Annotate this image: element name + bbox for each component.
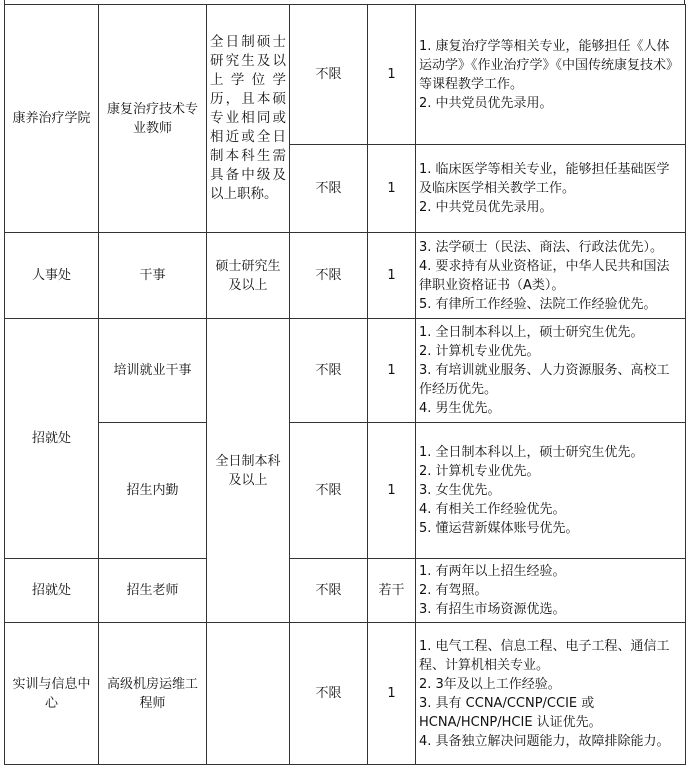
- post-cell: 干事: [99, 233, 207, 319]
- education-cell: [207, 623, 290, 765]
- requirement-item: 1. 全日制本科以上，硕士研究生优先。: [419, 325, 644, 340]
- requirement-item: 1. 电气工程、信息工程、电子工程、通信工程、计算机相关专业。: [419, 638, 670, 673]
- dept-cell: 人事处: [5, 233, 99, 319]
- requirement-item: 4. 要求持有从业资格证，中华人民共和国法律职业资格证书（A类）。: [419, 258, 670, 293]
- requirement-item: 3. 有培训就业服务、人力资源服务、高校工作经历优先。: [419, 363, 670, 397]
- dept-cell: 招就处: [5, 319, 99, 559]
- requirement-item: 3. 女生优先。: [419, 483, 501, 498]
- count-cell: 1: [368, 423, 416, 559]
- requirements-cell: [416, 623, 686, 765]
- dept-cell: 康养治疗学院: [5, 5, 99, 233]
- requirements-cell: [416, 233, 686, 319]
- requirement-item: 3. 具有 CCNA/CCNP/CCIE 或 HCNA/HCNP/HCIE 认证优先。: [419, 695, 602, 730]
- requirement-item: 5. 懂运营新媒体账号优先。: [419, 521, 579, 536]
- table-row: [5, 319, 686, 423]
- post-cell: 培训就业干事: [99, 319, 207, 423]
- requirement-item: 2. 计算机专业优先。: [419, 464, 540, 479]
- requirement-item: 4. 有相关工作经验优先。: [419, 502, 566, 517]
- count-cell: 1: [368, 233, 416, 319]
- age-cell: 不限: [290, 559, 368, 623]
- dept-cell: 招就处: [5, 559, 99, 623]
- requirement-item: 2. 3年及以上工作经验。: [419, 676, 561, 692]
- requirement-item: 1. 临床医学等相关专业，能够担任基础医学及临床医学相关教学工作。: [419, 162, 670, 196]
- count-cell: 1: [368, 319, 416, 423]
- count-cell: 若干: [368, 559, 416, 623]
- dept-cell: 实训与信息中心: [5, 623, 99, 765]
- education-cell: 全日制本科及以上: [207, 319, 290, 623]
- requirement-item: 4. 具备独立解决问题能力，故障排除能力。: [419, 733, 670, 749]
- requirements-cell: [416, 423, 686, 559]
- post-cell: 高级机房运维工程师: [99, 623, 207, 765]
- age-cell: 不限: [290, 319, 368, 423]
- age-cell: 不限: [290, 233, 368, 319]
- education-cell: 全日制硕士研究生及以上学位学历，且本硕专业相同或相近或全日制本科生需具备中级及以上职称。: [207, 5, 290, 233]
- requirement-item: 4. 男生优先。: [419, 401, 501, 416]
- post-cell: 招生内勤: [99, 423, 207, 559]
- count-cell: 1: [368, 623, 416, 765]
- requirement-item: 3. 法学硕士（民法、商法、行政法优先）。: [419, 239, 664, 255]
- requirements-cell: [416, 559, 686, 623]
- table-row: [5, 5, 686, 145]
- education-cell: 硕士研究生及以上: [207, 233, 290, 319]
- count-cell: 1: [368, 145, 416, 233]
- requirements-cell: [416, 145, 686, 233]
- post-cell: 招生老师: [99, 559, 207, 623]
- requirement-item: 1. 全日制本科以上，硕士研究生优先。: [419, 445, 644, 460]
- requirement-item: 2. 中共党员优先录用。: [419, 200, 553, 215]
- post-cell: 康复治疗技术专业教师: [99, 5, 207, 233]
- recruitment-table: [4, 4, 686, 765]
- requirement-item: 5. 有律所工作经验、法院工作经验优先。: [419, 296, 657, 312]
- age-cell: 不限: [290, 5, 368, 145]
- table-row: [5, 233, 686, 319]
- age-cell: 不限: [290, 423, 368, 559]
- age-cell: 不限: [290, 623, 368, 765]
- age-cell: 不限: [290, 145, 368, 233]
- count-cell: 1: [368, 5, 416, 145]
- requirement-item: 2. 计算机专业优先。: [419, 344, 540, 359]
- requirement-item: 1. 有两年以上招生经验。: [419, 564, 566, 579]
- requirement-item: 2. 中共党员优先录用。: [419, 95, 553, 111]
- table-row: [5, 559, 686, 623]
- requirement-item: 3. 有招生市场资源优选。: [419, 602, 566, 617]
- table-row: [5, 623, 686, 765]
- requirements-cell: [416, 5, 686, 145]
- table-row: [5, 423, 686, 559]
- requirement-item: 2. 有驾照。: [419, 583, 488, 598]
- requirement-item: 1. 康复治疗学等相关专业，能够担任《人体运动学》《作业治疗学》《中国传统康复技术》等课程教学工作。: [419, 38, 680, 92]
- requirements-cell: [416, 319, 686, 423]
